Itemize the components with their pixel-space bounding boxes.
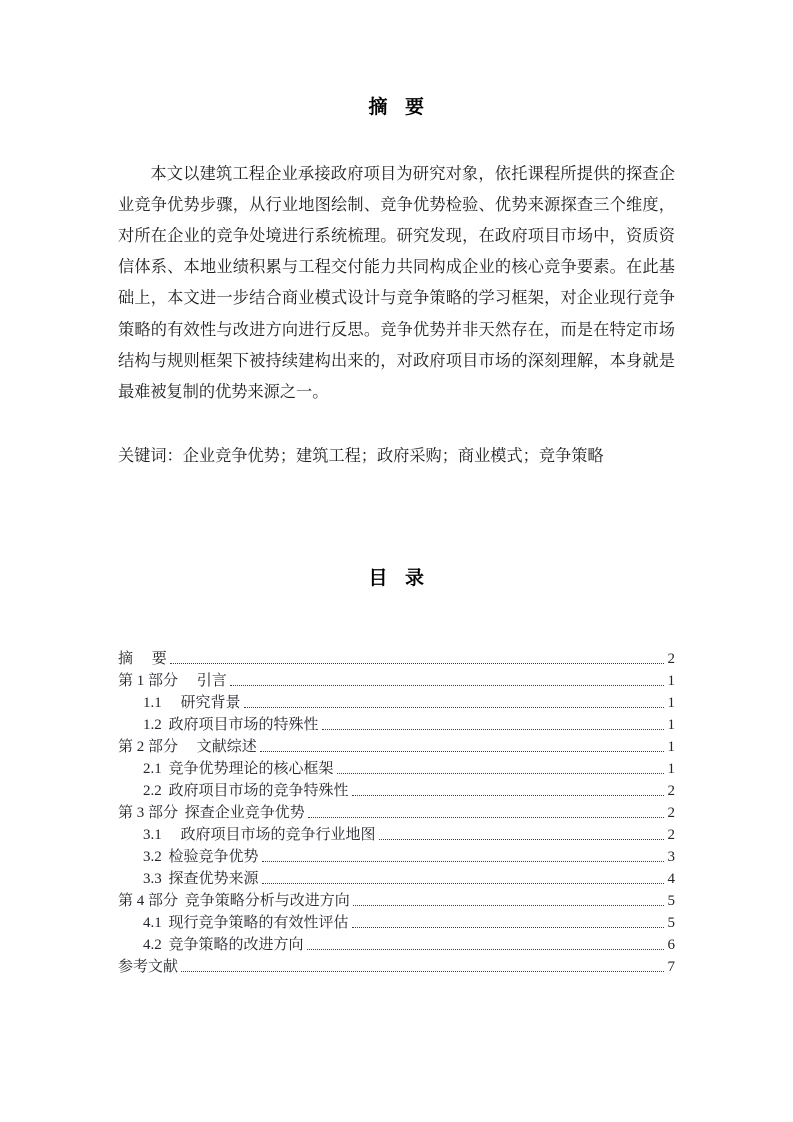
toc-entry-title	[118, 956, 180, 978]
toc-entry-page-number: 1	[667, 716, 675, 733]
toc-heading	[118, 566, 675, 593]
toc-entry-page-number: 6	[667, 936, 675, 953]
toc-entry[interactable]	[118, 714, 675, 736]
toc-entry-label: 探查企业竞争优势	[184, 804, 305, 821]
toc-entry-number: 4.2	[143, 936, 162, 953]
toc-entry-label: 竞争策略分析与改进方向	[184, 892, 350, 909]
toc-entry-label: 现行竞争策略的有效性评估	[168, 914, 349, 931]
toc-heading-char-1: 目	[368, 568, 388, 589]
toc-dot-leader	[322, 718, 664, 733]
toc-entry-label: 要	[151, 650, 167, 667]
toc-entry-title	[143, 912, 351, 934]
toc-dot-leader	[230, 674, 664, 689]
toc-dot-leader	[352, 784, 664, 799]
toc-entry-number: 摘	[118, 650, 134, 667]
toc-entry[interactable]	[118, 736, 675, 758]
toc-entry-title	[118, 648, 169, 670]
toc-entry-number: 第 3 部分	[118, 804, 179, 821]
toc-entry-page-number: 1	[667, 694, 675, 711]
toc-dot-leader	[260, 740, 664, 755]
toc-entry-page-number: 5	[667, 892, 675, 909]
toc-entry-title	[118, 670, 229, 692]
toc-dot-leader	[353, 894, 664, 909]
toc-entry-page-number: 1	[667, 738, 675, 755]
toc-entry-label: 文献综述	[196, 738, 257, 755]
toc-entry-number: 3.3	[143, 870, 162, 887]
table-of-contents-section	[118, 566, 675, 978]
toc-list	[118, 648, 675, 978]
toc-dot-leader	[308, 806, 664, 821]
toc-entry-number: 1.2	[143, 716, 162, 733]
toc-entry-number: 第 4 部分	[118, 892, 179, 909]
toc-entry-label: 竞争策略的改进方向	[168, 936, 304, 953]
toc-entry-number: 3.1	[143, 826, 162, 843]
toc-dot-leader	[244, 696, 664, 711]
abstract-body-text: 本文以建筑工程企业承接政府项目为研究对象，依托课程所提供的探查企业竞争优势步骤，从行业地图绘制、竞争优势检验、优势来源探查三个维度，对所在企业的竞争处境进行系统梳理。研究发现，在政府项目市场中，资质资信体系、本地业绩积累与工程交付能力共同构成企业的核心竞争要素。在此基础上，本文进一步结合商业模式设计与竞争策略的学习框架，对企业现行竞争策略的有效性与改进方向进行反思。竞争优势并非天然存在，而是在特定市场结构与规则框架下被持续建构出来的，对政府项目市场的深刻理解，本身就是最难被复制的优势来源之一。	[118, 164, 675, 402]
abstract-keywords: 关键词：企业竞争优势；建筑工程；政府采购；商业模式；竞争策略	[118, 447, 604, 466]
toc-entry-label: 政府项目市场的特殊性	[168, 716, 319, 733]
toc-entry-label: 研究背景	[180, 694, 241, 711]
toc-entry-title	[118, 802, 307, 824]
toc-entry-page-number: 4	[667, 870, 675, 887]
toc-dot-leader	[379, 828, 664, 843]
toc-entry-label: 检验竞争优势	[168, 848, 259, 865]
toc-entry-number: 第 1 部分	[118, 672, 179, 689]
toc-entry-title	[143, 780, 351, 802]
toc-entry-page-number: 1	[667, 760, 675, 777]
toc-entry[interactable]	[118, 912, 675, 934]
toc-entry[interactable]	[118, 670, 675, 692]
toc-entry-page-number: 2	[667, 782, 675, 799]
toc-dot-leader	[307, 938, 664, 953]
toc-entry[interactable]	[118, 692, 675, 714]
toc-entry[interactable]	[118, 758, 675, 780]
abstract-heading-char-2: 要	[405, 97, 425, 118]
toc-entry-label: 竞争优势理论的核心框架	[168, 760, 334, 777]
toc-dot-leader	[181, 960, 664, 975]
toc-entry-title	[118, 736, 259, 758]
toc-entry-page-number: 2	[667, 826, 675, 843]
toc-dot-leader	[337, 762, 664, 777]
toc-entry[interactable]	[118, 780, 675, 802]
toc-entry[interactable]	[118, 802, 675, 824]
toc-heading-char-2: 录	[405, 568, 425, 589]
toc-entry-number: 3.2	[143, 848, 162, 865]
toc-entry[interactable]	[118, 824, 675, 846]
toc-entry-label: 引言	[196, 672, 227, 689]
toc-entry-label: 政府项目市场的竞争行业地图	[180, 826, 376, 843]
toc-entry-page-number: 5	[667, 914, 675, 931]
toc-entry[interactable]	[118, 868, 675, 890]
toc-dot-leader	[262, 850, 664, 865]
toc-entry-number: 参考文献	[118, 958, 179, 975]
toc-entry-title	[143, 868, 261, 890]
toc-entry-page-number: 2	[667, 650, 675, 667]
toc-entry-title	[143, 758, 336, 780]
toc-entry-page-number: 1	[667, 672, 675, 689]
toc-entry-label: 探查优势来源	[168, 870, 259, 887]
toc-entry[interactable]	[118, 890, 675, 912]
toc-entry[interactable]	[118, 956, 675, 978]
toc-entry-number: 1.1	[143, 694, 162, 711]
toc-entry[interactable]	[118, 934, 675, 956]
abstract-heading	[118, 95, 675, 122]
toc-entry[interactable]	[118, 648, 675, 670]
toc-entry-number: 2.2	[143, 782, 162, 799]
toc-entry-page-number: 7	[667, 958, 675, 975]
toc-entry-title	[143, 714, 321, 736]
toc-entry-label: 政府项目市场的竞争特殊性	[168, 782, 349, 799]
toc-entry-number: 第 2 部分	[118, 738, 179, 755]
toc-dot-leader	[352, 916, 664, 931]
toc-entry-title	[118, 890, 352, 912]
toc-entry-page-number: 2	[667, 804, 675, 821]
toc-entry-title	[143, 692, 243, 714]
toc-entry[interactable]	[118, 846, 675, 868]
toc-entry-title	[143, 846, 261, 868]
toc-entry-number: 4.1	[143, 914, 162, 931]
abstract-section	[118, 95, 675, 486]
toc-entry-page-number: 3	[667, 848, 675, 865]
toc-entry-title	[143, 824, 378, 846]
abstract-heading-char-1: 摘	[368, 97, 388, 118]
toc-entry-title	[143, 934, 306, 956]
toc-dot-leader	[170, 652, 664, 667]
toc-dot-leader	[262, 872, 664, 887]
toc-entry-number: 2.1	[143, 760, 162, 777]
